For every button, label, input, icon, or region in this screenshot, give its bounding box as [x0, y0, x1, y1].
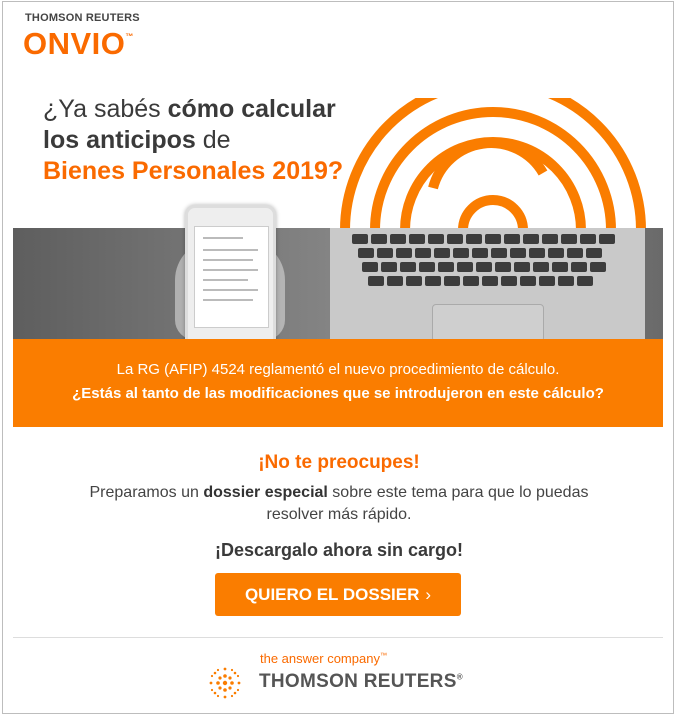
para-bold: dossier especial [203, 484, 328, 501]
thomson-reuters-dot-sphere-icon [205, 663, 245, 703]
company-reg: ® [456, 672, 463, 682]
phone-image [185, 205, 276, 349]
laptop-trackpad [432, 304, 544, 339]
desk-photo [13, 228, 663, 339]
para-part1: Preparamos un [89, 484, 204, 501]
phone-screen [194, 226, 269, 328]
tagline-text: the answer company [260, 651, 380, 666]
headline-orange: Bienes Personales 2019? [43, 157, 344, 185]
hero-banner [13, 88, 663, 339]
chevron-right-icon: › [425, 585, 432, 604]
headline-bold: cómo calcular los anticipos [43, 95, 336, 154]
info-band [13, 339, 663, 427]
onvio-logo-text: ONVIO [23, 26, 126, 61]
reassure-heading: ¡No te preocupes! [258, 452, 420, 473]
laptop-keyboard [352, 234, 622, 296]
hero-headline [43, 94, 373, 187]
download-dossier-label: QUIERO EL DOSSIER [244, 585, 420, 604]
company-text: THOMSON REUTERS [259, 671, 457, 692]
headline-part2: de [195, 126, 231, 154]
headline-part1: ¿Ya sabés [43, 95, 168, 123]
band-text-line1: La RG (AFIP) 4524 reglamentó el nuevo procedimiento de cálculo. [116, 361, 560, 378]
footer-company-name [259, 671, 463, 693]
laptop-image [330, 228, 645, 339]
onvio-logo [23, 26, 134, 62]
para-part2: sobre este tema para que lo puedas resolver más rápido. [266, 484, 589, 523]
footer-tagline [260, 651, 387, 666]
band-text-line2: ¿Estás al tanto de las modificaciones que se introdujeron en este cálculo? [72, 385, 604, 402]
footer-divider [13, 637, 663, 638]
onvio-tm: ™ [125, 32, 134, 41]
signal-arcs-graphic [333, 98, 653, 233]
brand-small: THOMSON REUTERS [25, 12, 140, 24]
download-dossier-button[interactable] [215, 573, 461, 616]
tagline-tm: ™ [379, 652, 387, 660]
cta-heading: ¡Descargalo ahora sin cargo! [214, 540, 464, 560]
body-paragraph [60, 482, 618, 526]
